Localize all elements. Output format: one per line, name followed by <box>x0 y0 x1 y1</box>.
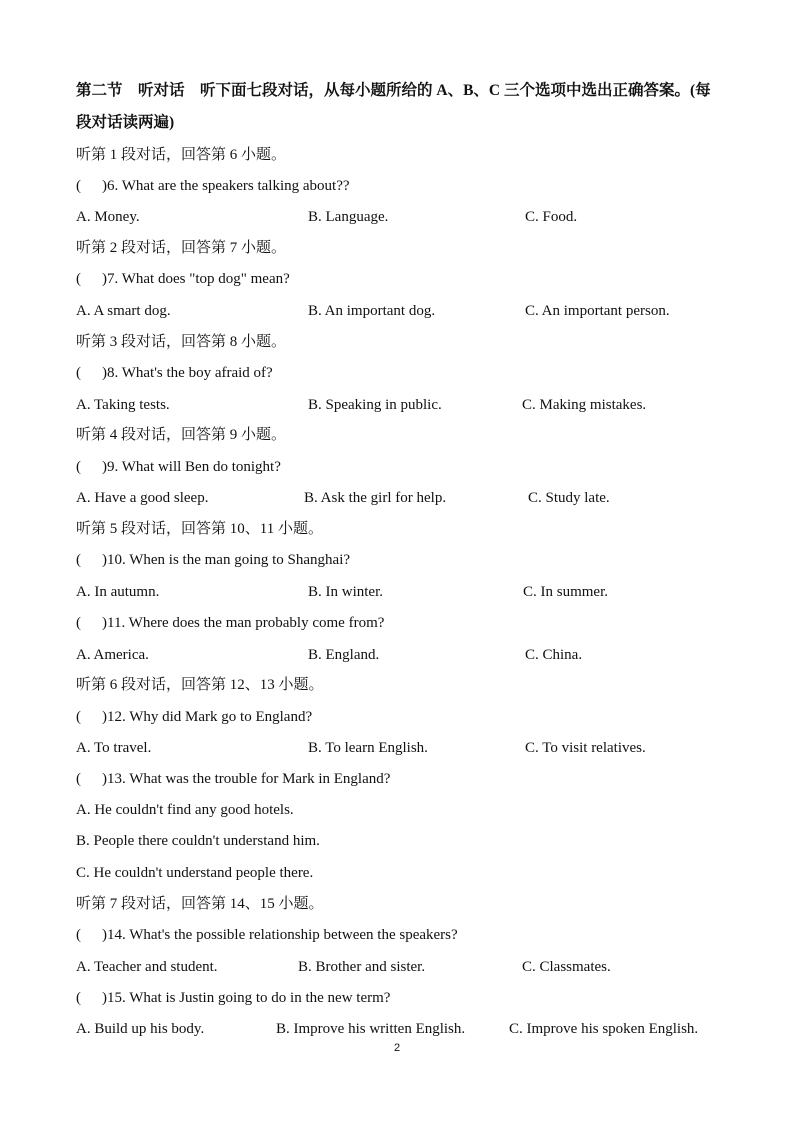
option-b-q12: B. To learn English. <box>308 740 428 756</box>
option-a-q9: A. Have a good sleep. <box>76 490 209 506</box>
answer-blank: ( <box>76 552 81 568</box>
option-c-q9: C. Study late. <box>528 490 610 506</box>
dialogue-intro-1: 听第 1 段对话，回答第 6 小题。 <box>76 147 287 163</box>
option-c-q13: C. He couldn't understand people there. <box>76 865 314 881</box>
answer-blank: ( <box>76 271 81 287</box>
option-c-q11: C. China. <box>525 647 583 663</box>
answer-blank: ( <box>76 459 81 475</box>
option-a-q13: A. He couldn't find any good hotels. <box>76 802 294 818</box>
answer-blank: ( <box>76 365 81 381</box>
dialogue-intro-3: 听第 3 段对话，回答第 8 小题。 <box>76 334 287 350</box>
option-b-q10: B. In winter. <box>308 584 383 600</box>
dialogue-intro-4: 听第 4 段对话，回答第 9 小题。 <box>76 427 287 443</box>
option-b-q11: B. England. <box>308 647 380 663</box>
option-a-q6: A. Money. <box>76 209 140 225</box>
option-a-q14: A. Teacher and student. <box>76 959 218 975</box>
question-13 <box>76 769 390 789</box>
option-a-q15: A. Build up his body. <box>76 1021 205 1037</box>
answer-blank: ( <box>76 927 81 943</box>
section-heading-line1: 第二节 听对话 听下面七段对话，从每小题所给的 A、B、C 三个选项中选出正确答案。(每 <box>76 82 711 99</box>
question-10 <box>76 550 350 570</box>
option-b-q13: B. People there couldn't understand him. <box>76 833 320 849</box>
question-stem: )12. Why did Mark go to England? <box>102 709 313 725</box>
question-stem: )7. What does "top dog" mean? <box>102 271 290 287</box>
question-stem: )8. What's the boy afraid of? <box>102 365 273 381</box>
question-stem: )13. What was the trouble for Mark in England? <box>102 771 391 787</box>
dialogue-intro-6: 听第 6 段对话，回答第 12、13 小题。 <box>76 677 324 693</box>
dialogue-intro-7: 听第 7 段对话，回答第 14、15 小题。 <box>76 896 324 912</box>
question-11 <box>76 613 384 633</box>
question-stem: )10. When is the man going to Shanghai? <box>102 552 351 568</box>
option-b-q15: B. Improve his written English. <box>276 1021 466 1037</box>
option-a-q12: A. To travel. <box>76 740 152 756</box>
question-stem: )6. What are the speakers talking about?? <box>102 178 350 194</box>
option-c-q12: C. To visit relatives. <box>525 740 646 756</box>
question-7 <box>76 269 290 289</box>
option-c-q6: C. Food. <box>525 209 578 225</box>
question-stem: )14. What's the possible relationship between the speakers? <box>102 927 458 943</box>
dialogue-intro-5: 听第 5 段对话，回答第 10、11 小题。 <box>76 521 323 537</box>
option-c-q15: C. Improve his spoken English. <box>509 1021 699 1037</box>
option-b-q7: B. An important dog. <box>308 303 436 319</box>
question-15 <box>76 988 390 1008</box>
option-a-q11: A. America. <box>76 647 149 663</box>
question-stem: )9. What will Ben do tonight? <box>102 459 281 475</box>
dialogue-intro-2: 听第 2 段对话，回答第 7 小题。 <box>76 240 287 256</box>
question-stem: )11. Where does the man probably come from? <box>102 615 385 631</box>
option-b-q14: B. Brother and sister. <box>298 959 426 975</box>
option-a-q10: A. In autumn. <box>76 584 160 600</box>
answer-blank: ( <box>76 178 81 194</box>
answer-blank: ( <box>76 771 81 787</box>
question-9 <box>76 457 281 477</box>
section-heading-line2: 段对话读两遍) <box>76 114 175 131</box>
question-stem: )15. What is Justin going to do in the new term? <box>102 990 391 1006</box>
option-b-q8: B. Speaking in public. <box>308 397 442 413</box>
question-8 <box>76 363 273 383</box>
option-c-q14: C. Classmates. <box>522 959 611 975</box>
option-c-q10: C. In summer. <box>523 584 608 600</box>
page-number: 2 <box>393 1042 401 1054</box>
answer-blank: ( <box>76 615 81 631</box>
answer-blank: ( <box>76 709 81 725</box>
option-c-q8: C. Making mistakes. <box>522 397 647 413</box>
option-b-q6: B. Language. <box>308 209 389 225</box>
question-14 <box>76 925 458 945</box>
question-12 <box>76 707 312 727</box>
question-6 <box>76 176 350 196</box>
option-a-q8: A. Taking tests. <box>76 397 170 413</box>
option-b-q9: B. Ask the girl for help. <box>304 490 447 506</box>
answer-blank: ( <box>76 990 81 1006</box>
option-a-q7: A. A smart dog. <box>76 303 171 319</box>
option-c-q7: C. An important person. <box>525 303 670 319</box>
